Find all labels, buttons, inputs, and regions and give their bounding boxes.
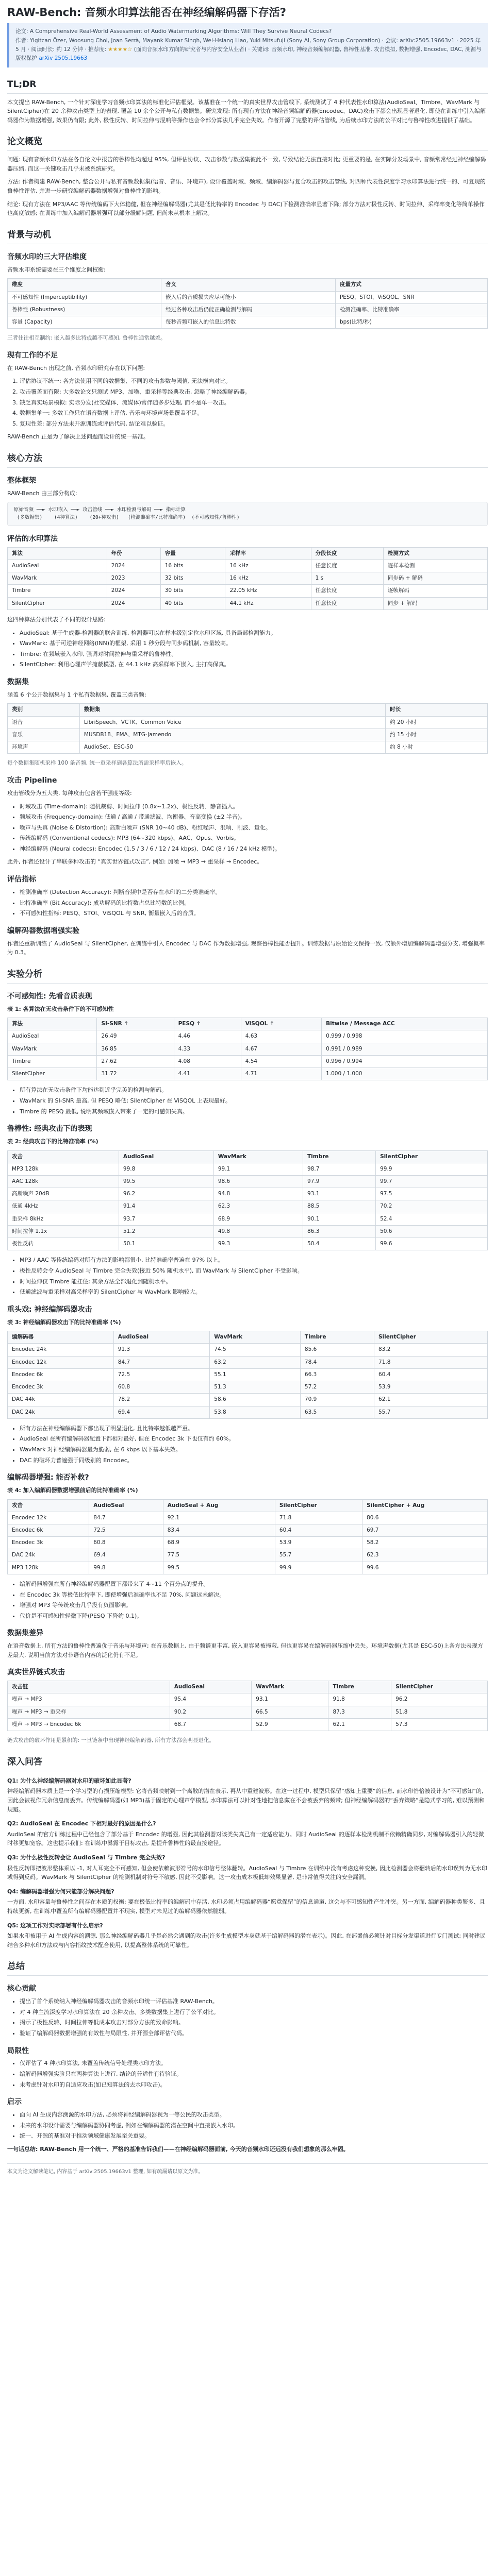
table-row: MP3 128k 99.8 99.1 98.7 99.9 xyxy=(8,1163,488,1175)
list-item: • 在 Encodec 3k 等极低比特率下, 即使增强后准确率也不足 70%, 问题远未解决。 xyxy=(20,1590,488,1600)
qa-question: Q5: 这项工作对实际部署有什么启示? xyxy=(7,1922,103,1929)
augmentation-results-subheading: 编解码器增强: 能否补救? xyxy=(7,1473,89,1482)
framework-subheading: 整体框架 xyxy=(7,476,36,485)
table-header: 分段长度 xyxy=(311,547,383,560)
list-item: • 编解码器增强实验只在两种算法上进行, 结论的普适性有待验证。 xyxy=(20,2070,488,2079)
insights-list xyxy=(7,2110,488,2141)
table-header: SilentCipher + Aug xyxy=(362,1499,488,1512)
list-item: 4. 数据集单一: 多数工作只在语音数据上评估, 音乐与环境声场景覆盖不足。 xyxy=(20,409,488,418)
list-item: • WavMark: 基于可逆神经网络(INN)的框架, 采用 1 秒分段与同步码机制, 容量较高。 xyxy=(20,639,488,648)
contributions-subheading: 核心贡献 xyxy=(7,1985,36,1993)
table-header: 含义 xyxy=(161,279,336,291)
tldr-text: 本文提出 RAW-Bench, 一个针对深度学习音频水印算法的标准化评估框架。该基准在一个统一的真实世界攻击管线下, 系统测试了 4 种代表性水印算法(AudioSeal、Timbre、WavMark 与 SilentCipher)在 20 余种攻击类型上的表现, 覆盖 10 余个公开与私有数据集。研究发现: 所有现有方法在神经音频编解码器(Encodec、DAC)攻击下都会出现显著退化, 即使在训练中引入编解码器作为数据增强, 效果仍有限; 此外, 极性反转、时间拉伸与混响等操作也会令部分算法几乎完全失效。作者开源了完整的评估管线, 为后续水印方法的公平对比与鲁棒性改进提供了基础。 xyxy=(7,98,486,124)
table-row: 极性反转 50.1 99.3 50.4 99.6 xyxy=(8,1238,488,1250)
overview-problem: 问题: 现有音频水印方法在各自论文中报告的鲁棒性均超过 95%, 但评估协议、攻击参数与数据集彼此不一致, 导致结论无法直接对比; 更重要的是, 在实际分发场景中, 音频常常经过神经编解码器压缩, 而这一关键攻击几乎未被系统研究。 xyxy=(7,156,486,172)
list-item: • WavMark 对神经编解码器最为脆弱, 在 6 kbps 以下基本失效。 xyxy=(20,1445,488,1454)
rating-stars-icon: ★★★★☆ xyxy=(108,46,133,53)
qa-question: Q4: 编解码器增强为何只能部分解决问题? xyxy=(7,1888,114,1895)
table-header: SI-SNR ↑ xyxy=(97,1018,174,1030)
datasets-table xyxy=(7,703,488,754)
table-row: AAC 128k 99.5 98.6 97.9 99.7 xyxy=(8,1176,488,1188)
table1-notes xyxy=(7,1086,488,1116)
qa-item xyxy=(7,1921,488,1950)
qa-answer: 神经编解码器本质上是一个学习型的有损压缩模型: 它将音频映射到一个离散的潜在表示, 再从中重建波形。在这一过程中, 模型只保留“感知上重要”的信息, 而水印恰恰被设计为“不可感知”的, 因此会被视作冗余信息而丢弃。传统编解码器(如 MP3)基于固定的心理声学模型, 水印算法可以针对性地把信息藏在不会被丢弃的频带; 但神经编解码器的“丢弃策略”是隐式学习的, 难以预测和规避。 xyxy=(7,1788,485,1813)
list-item: • 编解码器增强在所有神经编解码器配置下都带来了 4~11 个百分点的提升。 xyxy=(20,1580,488,1589)
qa-answer: AudioSeal 的官方训练过程中已经包含了部分基于 Encodec 的增强, 因此其检测器对该类失真已有一定适应能力。同时 AudioSeal 的逐样本检测机制不依赖精确同步, 对编解码器引入的轻微时移更加宽容。这也提示我们: 在训练中暴露于目标攻击, 是提升鲁棒性的最直接途径。 xyxy=(7,1831,484,1847)
page-footer: 本文为论文解读笔记, 内容基于 arXiv:2505.19663v1 整理, 如有疏漏请以原文为准。 xyxy=(7,2163,488,2176)
classic-attacks-table xyxy=(7,1150,488,1251)
pipeline-diagram: 原始音频 ──► 水印嵌入 ──► 攻击管线 ──► 水印检测与解码 ──► 指标计算 (多数据集) (4种算法) (20+种攻击) (检测准确率/比特准确率) (不可感知性/鲁棒性) xyxy=(7,502,488,526)
list-item: • 不可感知性指标: PESQ、STOI、ViSQOL 与 SNR, 衡量嵌入后的音质。 xyxy=(20,909,488,918)
table-row: 环境声 AudioSet、ESC-50 约 8 小时 xyxy=(8,741,488,754)
datasets-subheading: 数据集 xyxy=(7,677,29,686)
table-header: WavMark xyxy=(252,1681,328,1693)
table-row: 噪声 → MP3 → Encodec 6k 68.7 52.9 62.1 57.3 xyxy=(8,1718,488,1731)
imperceptibility-table xyxy=(7,1018,488,1080)
list-item: • 噪声与失真 (Noise & Distortion): 高斯白噪声 (SNR 10~40 dB)、粉红噪声、混响、削波、量化。 xyxy=(20,823,488,833)
table-header: 算法 xyxy=(8,1018,97,1030)
list-item: • AudioSeal: 基于生成器-检测器的联合训练, 检测器可以在样本级别定位水印区域, 具备局部检测能力。 xyxy=(20,629,488,638)
table-header: SilentCipher xyxy=(391,1681,488,1693)
results-heading: 实验分析 xyxy=(7,969,488,984)
table-row: MP3 128k 99.8 99.5 99.9 99.6 xyxy=(8,1562,488,1574)
table-header: AudioSeal xyxy=(170,1681,252,1693)
table-header: 数据集 xyxy=(79,704,385,716)
page-title: RAW-Bench: 音频水印算法能否在神经编解码器下存活? xyxy=(7,6,286,19)
table-header: 时长 xyxy=(386,704,488,716)
list-item: • DAC 的破坏力普遍强于同级别的 Encodec。 xyxy=(20,1456,488,1465)
table-header: Timbre xyxy=(300,1331,374,1344)
list-item: • 时间拉伸仅 Timbre 能扛住; 其余方法全部退化到随机水平。 xyxy=(20,1277,488,1286)
table-header: 攻击 xyxy=(8,1499,89,1512)
list-item: • Timbre: 在频域嵌入水印, 强调对时间拉伸与重采样的鲁棒性。 xyxy=(20,650,488,659)
qa-item xyxy=(7,1853,488,1882)
list-item: • 时域攻击 (Time-domain): 随机裁剪、时间拉伸 (0.8x~1.2x)、极性反转、静音插入。 xyxy=(20,802,488,811)
table-header: SilentCipher xyxy=(376,1150,488,1163)
list-item: • 统一、开源的基准对于推动领域健康发展至关重要。 xyxy=(20,2131,488,2141)
table-row: SilentCipher 2024 40 bits 44.1 kHz 任意长度 同步 + 解码 xyxy=(8,597,488,609)
metrics-list xyxy=(7,888,488,918)
table-row: Timbre 27.62 4.08 4.54 0.996 / 0.994 xyxy=(8,1055,488,1067)
attack-subheading: 攻击 Pipeline xyxy=(7,776,57,785)
list-item: • 极性反转会令 AudioSeal 与 Timbre 完全失效(接近 50% 随机水平), 而 WavMark 与 SilentCipher 不受影响。 xyxy=(20,1266,488,1276)
list-item: • 对 4 种主流深度学习水印算法在 20 余种攻击、多类数据集上进行了公平对比。 xyxy=(20,2008,488,2017)
list-item: • 传统编解码 (Conventional codecs): MP3 (64~320 kbps)、AAC、Opus、Vorbis。 xyxy=(20,834,488,843)
table-header: 采样率 xyxy=(225,547,311,560)
table-header: ViSQOL ↑ xyxy=(241,1018,321,1030)
table-row: Timbre 2024 30 bits 22.05 kHz 任意长度 逐帧解码 xyxy=(8,585,488,597)
table3-notes xyxy=(7,1424,488,1465)
table-header: AudioSeal xyxy=(119,1150,213,1163)
table4-caption: 表 4: 加入编解码器数据增强前后的比特准确率 (%) xyxy=(7,1487,138,1494)
dimensions-table xyxy=(7,278,488,329)
list-item: • 代价是不可感知性轻微下降(PESQ 下降约 0.1)。 xyxy=(20,1612,488,1621)
classic-attacks-subheading: 鲁棒性: 经典攻击下的表现 xyxy=(7,1125,92,1133)
list-item: • 仅评估了 4 种水印算法, 未覆盖传统信号处理类水印方法。 xyxy=(20,2059,488,2068)
attack-list xyxy=(7,802,488,854)
table-row: SilentCipher 31.72 4.41 4.71 1.000 / 1.000 xyxy=(8,1068,488,1080)
qa-answer: 一方面, 水印容量与鲁棒性之间存在本质的权衡: 要在极低比特率的编解码中存活, 水印必须占用编解码器“愿意保留”的信息通道, 这会与不可感知性产生冲突。另一方面, 编解码器种类繁多、且持续更新, 在训练中覆盖所有编解码器配置并不现实, 模型对未见过的编解码器依然脆弱。 xyxy=(7,1899,485,1914)
dimensions-subheading: 音频水印的三大评估维度 xyxy=(7,252,87,261)
table4-notes xyxy=(7,1580,488,1620)
table-header: 攻击 xyxy=(8,1150,119,1163)
list-item: • 所有方法在神经编解码器下都出现了明显退化, 且比特率越低越严重。 xyxy=(20,1424,488,1433)
qa-item xyxy=(7,1819,488,1848)
algorithms-note: 这四种算法分别代表了不同的设计思路: xyxy=(7,616,106,623)
list-item: • SilentCipher: 利用心理声学掩蔽模型, 在 44.1 kHz 高采样率下嵌入, 主打高保真。 xyxy=(20,660,488,669)
citation-paper: 论文: A Comprehensive Real-World Assessment of Audio Watermarking Algorithms: Will They Survive Neural Codecs? xyxy=(15,28,332,35)
overview-method: 方法: 作者构建 RAW-Bench, 整合公开与私有音频数据集(语音、音乐、环境声), 设计覆盖时域、频域、编解码器与复合攻击的攻击管线, 对四种代表性深度学习水印算法进行统一的、可复现的鲁棒性评估, 并进一步研究编解码器数据增强对鲁棒性的影响。 xyxy=(7,178,486,195)
table-header: 容量 xyxy=(160,547,225,560)
table-row: DAC 44k 78.2 58.6 70.9 62.1 xyxy=(8,1394,488,1406)
table2-caption: 表 2: 经典攻击下的比特准确率 (%) xyxy=(7,1138,98,1145)
list-item: • 所有算法在无攻击条件下均能达到近乎完美的检测与解码。 xyxy=(20,1086,488,1095)
table-header: 算法 xyxy=(8,547,107,560)
table-row: WavMark 36.85 4.33 4.67 0.991 / 0.989 xyxy=(8,1043,488,1055)
qa-answer: 如果水印被用于 AI 生成内容的溯源, 那么神经编解码器几乎是必然会遇到的攻击(许多生成模型本身就基于编解码器的潜在表示)。因此, 在部署前必须针对目标分发渠道进行专门测试; 同时建议结合多种水印方法或与内容指纹技术配合使用, 以提高整体系统的可靠性。 xyxy=(7,1933,486,1948)
framework-intro: RAW-Bench 由三部分构成: xyxy=(7,489,77,497)
list-item: 5. 复现性差: 部分方法未开源训练或评估代码, 结论难以验证。 xyxy=(20,419,488,429)
dataset-diff-text: 在语音数据上, 所有方法的鲁棒性普遍优于音乐与环境声; 在音乐数据上, 由于频谱更丰富, 嵌入更容易被掩蔽, 但也更容易在编解码器压缩中丢失。环境声数据(尤其是 ESC-50)上各方法表现方差最大, 说明当前方法对非语音内容的泛化仍有不足。 xyxy=(7,1642,483,1658)
dimensions-note: 三者往往相互制约: 嵌入越多比特或越不可感知, 鲁棒性通常越差。 xyxy=(7,335,166,342)
list-item: • AudioSeal 在所有编解码器配置下都相对最好, 但在 Encodec 3k 下也仅有约 60%。 xyxy=(20,1434,488,1444)
list-item: • 频域攻击 (Frequency-domain): 低通 / 高通 / 带通滤波、均衡器、音高变换 (±2 半音)。 xyxy=(20,812,488,822)
list-item: • 面向 AI 生成内容溯源的水印方法, 必须将神经编解码器视为一等公民的攻击类型。 xyxy=(20,2110,488,2120)
table-header: 编解码器 xyxy=(8,1331,114,1344)
table-row: 音乐 MUSDB18、FMA、MTG-Jamendo 约 15 小时 xyxy=(8,728,488,741)
qa-answer: 极性反转即把波形整体乘以 -1, 对人耳完全不可感知, 但会使依赖波形符号的水印信号整体翻转。AudioSeal 与 Timbre 在训练中没有考虑这种变换, 因此检测器会将翻转后的水印误判为无水印或得到反码。WavMark 与 SilentCipher 的检测机制对符号不敏感, 因此不受影响。这一攻击成本极低却效果显著, 是非常值得关注的安全漏洞。 xyxy=(7,1865,487,1881)
table-header: AudioSeal + Aug xyxy=(163,1499,275,1512)
chain-attack-note: 链式攻击的破坏作用是累积的: 一旦链条中出现神经编解码器, 所有方法都会明显退化。 xyxy=(7,1737,215,1744)
citation-authors: 作者: Yigitcan Özer, Woosung Choi, Joan Serrà, Mayank Kumar Singh, Wei-Hsiang Liao, Yuki Mitsufuji (Sony AI, Sony Group Corporation) · 会议: arXiv:2505.19663v1 · 2025 年 5 月 · 阅读时长: 约 12 分钟 · 推荐度: ★★★★☆ (面向音频水印方向的研究者与内容安全从业者) · 关键词: 音频水印, 神经音频编解码器, 鲁棒性基准, 攻击模拟, 数据增强, Encodec, DAC, 溯源与版权保护 arXiv 2505.19663 xyxy=(15,37,482,62)
list-item: • MP3 / AAC 等传统编码对所有方法的影响都很小, 比特准确率普遍在 97% 以上。 xyxy=(20,1256,488,1265)
table-header: 度量方式 xyxy=(335,279,487,291)
metrics-subheading: 评估指标 xyxy=(7,875,36,884)
gaps-outro: RAW-Bench 正是为了解决上述问题而设计的统一基准。 xyxy=(7,433,149,440)
attack-intro: 攻击管线分为五大类, 每种攻击包含若干强度等级: xyxy=(7,789,132,796)
table-header: AudioSeal xyxy=(89,1499,163,1512)
list-item: • 检测准确率 (Detection Accuracy): 判断音频中是否存在水印的二分类准确率。 xyxy=(20,888,488,897)
table-header: WavMark xyxy=(213,1150,303,1163)
qa-item xyxy=(7,1887,488,1916)
list-item: • 未考虑针对水印的自适应攻击(如已知算法的去水印攻击)。 xyxy=(20,2080,488,2090)
method-heading: 核心方法 xyxy=(7,453,488,468)
list-item: • 揭示了极性反转、时间拉伸等低成本攻击对部分方法的致命影响。 xyxy=(20,2018,488,2027)
dimensions-intro: 音频水印系统需要在三个维度之间权衡: xyxy=(7,266,106,273)
list-item: 3. 缺乏真实场景模拟: 实际分发(社交媒体、流媒体)常伴随多步处理, 而不是单一攻击。 xyxy=(20,398,488,408)
table3-caption: 表 3: 神经编解码器攻击下的比特准确率 (%) xyxy=(7,1318,121,1326)
table-row: AudioSeal 2024 16 bits 16 kHz 任意长度 逐样本检测 xyxy=(8,560,488,572)
table-row: 鲁棒性 (Robustness) 经过各种攻击后仍能正确检测与解码 检测准确率、比特准确率 xyxy=(8,303,488,316)
list-item: • 低通滤波与重采样对高采样率的 SilentCipher 与 WavMark 影响较大。 xyxy=(20,1287,488,1297)
list-item: • Timbre 的 PESQ 最低, 说明其频域嵌入带来了一定的可感知失真。 xyxy=(20,1107,488,1116)
table-row: Encodec 3k 60.8 51.3 57.2 53.9 xyxy=(8,1381,488,1394)
table-row: 容量 (Capacity) 每秒音频可嵌入的信息比特数 bps(比特/秒) xyxy=(8,316,488,328)
gaps-intro: 在 RAW-Bench 出现之前, 音频水印研究存在以下问题: xyxy=(7,364,145,371)
datasets-intro: 涵盖 6 个公开数据集与 1 个私有数据集, 覆盖三类音频: xyxy=(7,691,146,698)
tldr-heading: TL;DR xyxy=(7,79,488,94)
table2-notes xyxy=(7,1256,488,1296)
chain-attack-table xyxy=(7,1681,488,1731)
neural-codec-table xyxy=(7,1331,488,1419)
limitations-subheading: 局限性 xyxy=(7,2046,29,2055)
table-header: WavMark xyxy=(210,1331,301,1344)
table-row: Encodec 12k 84.7 63.2 78.4 71.8 xyxy=(8,1356,488,1368)
list-item: • 神经编解码 (Neural codecs): Encodec (1.5 / 3 / 6 / 12 / 24 kbps)、DAC (8 / 16 / 24 kHz 模型)。 xyxy=(20,844,488,854)
table-row: Encodec 12k 84.7 92.1 71.8 80.6 xyxy=(8,1512,488,1524)
augmentation-subheading: 编解码器数据增强实验 xyxy=(7,926,79,935)
table-row: Encodec 6k 72.5 55.1 66.3 60.4 xyxy=(8,1368,488,1381)
table-header: 年份 xyxy=(107,547,160,560)
neural-codec-subheading: 重头戏: 神经编解码器攻击 xyxy=(7,1305,92,1314)
qa-item xyxy=(7,1776,488,1814)
table-row: 低通 4kHz 91.4 62.3 88.5 70.2 xyxy=(8,1200,488,1213)
qa-question: Q1: 为什么神经编解码器对水印的破坏如此显著? xyxy=(7,1777,131,1784)
table-header: 维度 xyxy=(8,279,161,291)
table-header: Timbre xyxy=(303,1150,376,1163)
table-header: 类别 xyxy=(8,704,80,716)
list-item: • 验证了编解码器数据增强的有效性与局限性, 并开源全部评估代码。 xyxy=(20,2029,488,2038)
table-row: Encodec 24k 91.3 74.5 85.6 83.2 xyxy=(8,1344,488,1356)
augmentation-table xyxy=(7,1499,488,1574)
list-item: • 增强对 MP3 等传统攻击几乎没有负面影响。 xyxy=(20,1601,488,1610)
algorithms-subheading: 评估的水印算法 xyxy=(7,534,58,543)
table-row: Encodec 3k 60.8 68.9 53.9 58.2 xyxy=(8,1537,488,1549)
imperceptibility-subheading: 不可感知性: 先看音质表现 xyxy=(7,992,92,1001)
table-row: 语音 LibriSpeech、VCTK、Common Voice 约 20 小时 xyxy=(8,716,488,728)
qa-question: Q3: 为什么极性反转会让 AudioSeal 与 Timbre 完全失效? xyxy=(7,1854,166,1861)
table-row: 不可感知性 (Imperceptibility) 嵌入后的音质损失应尽可能小 PESQ、STOI、ViSQOL、SNR xyxy=(8,291,488,303)
table-header: SilentCipher xyxy=(374,1331,488,1344)
table-row: DAC 24k 69.4 77.5 55.7 62.3 xyxy=(8,1549,488,1562)
dataset-diff-subheading: 数据集差异 xyxy=(7,1629,43,1638)
table-row: DAC 24k 69.4 53.8 63.5 55.7 xyxy=(8,1406,488,1418)
table-row: 噪声 → MP3 95.4 93.1 91.8 96.2 xyxy=(8,1693,488,1706)
datasets-note: 每个数据集随机采样 100 条音频, 统一重采样到各算法所需采样率后嵌入。 xyxy=(7,760,187,767)
table-row: WavMark 2023 32 bits 16 kHz 1 s 同步码 + 解码 xyxy=(8,572,488,585)
qa-heading: 深入问答 xyxy=(7,1756,488,1771)
table-row: 重采样 8kHz 93.7 68.9 90.1 52.4 xyxy=(8,1213,488,1225)
algorithms-table xyxy=(7,547,488,610)
attack-note: 此外, 作者还设计了串联多种攻击的 “真实世界链式攻击”, 例如: 加噪 → MP3 → 重采样 → Encodec。 xyxy=(7,858,263,866)
table-row: 高斯噪声 20dB 96.2 94.8 93.1 97.5 xyxy=(8,1188,488,1200)
table-row: Encodec 6k 72.5 83.4 60.4 69.7 xyxy=(8,1524,488,1537)
gaps-list xyxy=(7,377,488,428)
overview-heading: 论文概览 xyxy=(7,136,488,151)
background-heading: 背景与动机 xyxy=(7,229,488,244)
table-header: 检测方式 xyxy=(383,547,487,560)
list-item: • 比特准确率 (Bit Accuracy): 成功解码的比特数占总比特数的比例。 xyxy=(20,899,488,908)
table-header: 攻击链 xyxy=(8,1681,170,1693)
table-row: 噪声 → MP3 → 重采样 90.2 66.5 87.3 51.8 xyxy=(8,1706,488,1718)
list-item: • 未来的水印设计需要与编解码器协同考虑, 例如在编解码器的潜在空间中直接嵌入水印。 xyxy=(20,2121,488,2130)
list-item: • WavMark 的 SI-SNR 最高, 但 PESQ 略低; SilentCipher 在 ViSQOL 上表现最好。 xyxy=(20,1096,488,1106)
gaps-subheading: 现有工作的不足 xyxy=(7,351,58,360)
chain-attack-subheading: 真实世界链式攻击 xyxy=(7,1668,65,1677)
table-header: Bitwise / Message ACC xyxy=(322,1018,488,1030)
contributions-list xyxy=(7,1997,488,2038)
table-row: AudioSeal 26.49 4.46 4.63 0.999 / 0.998 xyxy=(8,1030,488,1043)
list-item: 2. 攻击覆盖面有限: 大多数论文只测试 MP3、加噪、重采样等经典攻击, 忽略了神经编解码器。 xyxy=(20,387,488,397)
table-header: SilentCipher xyxy=(275,1499,362,1512)
closing-summary: 一句话总结: RAW-Bench 用一个统一、严格的基准告诉我们——在神经编解码器面前, 今天的音频水印还远没有我们想象的那么牢固。 xyxy=(7,2145,349,2153)
augmentation-text: 作者还重新训练了 AudioSeal 与 SilentCipher, 在训练中引入 Encodec 与 DAC 作为数据增强, 观察鲁棒性能否提升。训练数据与原始论文保持一致, 仅额外增加编解码器增强分支, 增强概率为 0.3。 xyxy=(7,940,485,956)
list-item: 1. 评估协议不统一: 各方法使用不同的数据集、不同的攻击参数与阈值, 无法横向对比。 xyxy=(20,377,488,386)
list-item: • 提出了首个系统纳入神经编解码器攻击的音频水印统一评估基准 RAW-Bench。 xyxy=(20,1997,488,2006)
table-header: Timbre xyxy=(328,1681,391,1693)
table1-caption: 表 1: 各算法在无攻击条件下的不可感知性 xyxy=(7,1005,114,1012)
citation-block xyxy=(7,23,488,67)
table-header: PESQ ↑ xyxy=(174,1018,241,1030)
algorithm-descriptions xyxy=(7,629,488,669)
summary-heading: 总结 xyxy=(7,1961,488,1976)
arxiv-link[interactable]: arXiv 2505.19663 xyxy=(39,55,88,62)
insights-subheading: 启示 xyxy=(7,2098,22,2107)
overview-conclusion: 结论: 现有方法在 MP3/AAC 等传统编码下大体稳健, 但在神经编解码器(尤其是低比特率的 Encodec 与 DAC)下检测准确率显著下降; 部分方法对极性反转、时间拉伸、采样率变化等简单操作也高度敏感; 在训练中加入编解码器增强可以部分缓解问题, 但尚未从根本上解决。 xyxy=(7,200,485,217)
table-header: AudioSeal xyxy=(113,1331,210,1344)
table-row: 时间拉伸 1.1x 51.2 49.8 86.3 50.6 xyxy=(8,1225,488,1238)
qa-question: Q2: AudioSeal 在 Encodec 下相对最好的原因是什么? xyxy=(7,1820,156,1827)
limitations-list xyxy=(7,2059,488,2089)
